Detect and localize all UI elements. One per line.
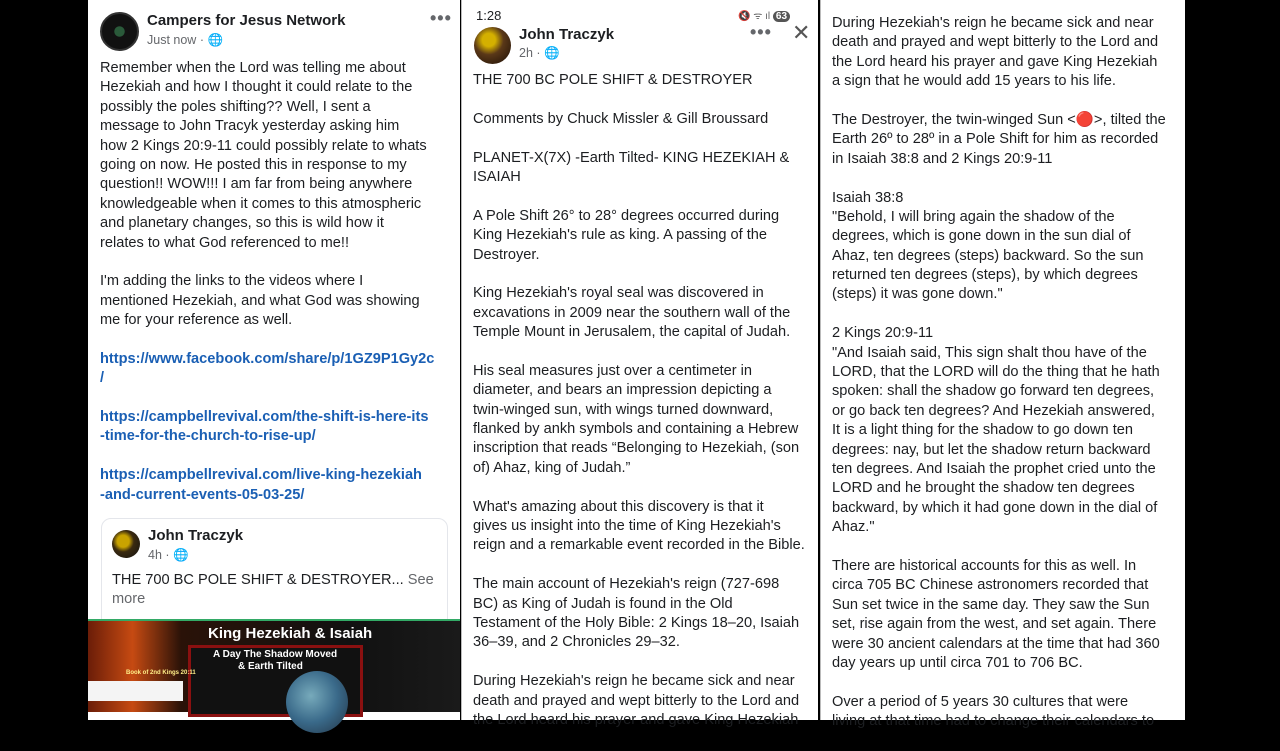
text-line: Ahaz." bbox=[832, 519, 875, 536]
text-line: relates to what God referenced to me!! bbox=[100, 234, 350, 251]
text-line: spoken: shall the shadow go forward ten degrees, bbox=[832, 383, 1155, 400]
text-line: possibly the poles shifting?? Well, I sent a bbox=[100, 98, 371, 115]
text-line: of) Ahaz, king of Judah.” bbox=[473, 459, 631, 476]
paragraph-gap bbox=[473, 478, 805, 497]
text-line: Remember when the Lord was telling me about bbox=[100, 60, 406, 76]
text-line: degrees, which is gone down in the sun dial of bbox=[832, 228, 1131, 245]
post-time-text: Just now bbox=[147, 33, 197, 47]
text-line: During Hezekiah's reign he became sick and near bbox=[832, 15, 1154, 31]
text-line: King Hezekiah's royal seal was discovered in bbox=[473, 285, 764, 302]
text-line: King Hezekiah's rule as king. A passing of the bbox=[473, 227, 768, 244]
see-more-link-cont[interactable]: more bbox=[112, 591, 146, 608]
post-link[interactable]: https://www.facebook.com/share/p/1GZ9P1Gy2c bbox=[100, 350, 435, 367]
text-line: Testament of the Holy Bible: 2 Kings 18–20, Isaiah bbox=[473, 614, 800, 631]
text-line: (steps) it was gone down." bbox=[832, 286, 1003, 303]
text-line: message to John Tracyk yesterday asking him bbox=[100, 118, 400, 135]
shared-time: 4h · 🌐 bbox=[148, 548, 189, 562]
facebook-post-panel bbox=[88, 0, 460, 720]
text-line: death and prayed and wept bitterly to the Lord and bbox=[832, 34, 1159, 51]
paragraph-gap bbox=[832, 169, 1166, 188]
text-line: excavations in 2009 near the southern wall of the bbox=[473, 304, 791, 321]
text-line: Hezekiah and how I thought it could relate to the bbox=[100, 79, 413, 96]
text-line: circa 705 BC Chinese astronomers recorded that bbox=[832, 577, 1149, 594]
shared-text bbox=[112, 571, 434, 610]
text-line: ISAIAH bbox=[473, 168, 521, 185]
post-body bbox=[473, 71, 805, 750]
text-line: death and prayed and wept bitterly to the Lord and bbox=[473, 692, 800, 709]
thumbnail-title: King Hezekiah & Isaiah bbox=[208, 625, 373, 642]
text-line: What's amazing about this discovery is that it bbox=[473, 498, 764, 515]
text-line: mentioned Hezekiah, and what God was showing bbox=[100, 292, 420, 309]
phone-screenshot-continued bbox=[820, 0, 1185, 730]
post-time-text: 2h bbox=[519, 46, 533, 60]
text-line: flanked by ankh symbols and containing a Hebrew bbox=[473, 421, 799, 438]
post-link[interactable]: / bbox=[100, 370, 105, 387]
text-line: Isaiah 38:8 bbox=[832, 189, 904, 206]
globe-icon: 🌐 bbox=[173, 548, 189, 562]
post-author[interactable]: John Traczyk bbox=[519, 26, 615, 43]
post-time: 2h · 🌐 bbox=[519, 46, 560, 60]
text-line: It is a light thing for the shadow to go down ten bbox=[832, 422, 1133, 439]
shared-time-text: 4h bbox=[148, 548, 162, 562]
paragraph-gap bbox=[473, 342, 805, 361]
paragraph-gap bbox=[473, 730, 805, 749]
paragraph-gap bbox=[100, 253, 450, 272]
text-line: a sign that he would add 15 years to his life. bbox=[832, 73, 1116, 90]
status-time: 1:28 bbox=[476, 8, 502, 23]
text-line: A Pole Shift 26° to 28° degrees occurred during bbox=[473, 207, 780, 224]
text-line: were 30 ancient calendars at the time that had 360 bbox=[832, 635, 1160, 652]
text-line: knowledgeable when it comes to this atmospheric bbox=[100, 195, 422, 212]
paragraph-gap bbox=[832, 731, 1166, 750]
text-line: There are historical accounts for this as well. In bbox=[832, 557, 1137, 574]
thumbnail-subtitle: A Day The Shadow Moved bbox=[213, 649, 338, 660]
globe-icon: 🌐 bbox=[544, 46, 560, 60]
text-line: LORD and he brought the shadow ten degrees bbox=[832, 480, 1135, 497]
post-link[interactable]: -time-for-the-church-to-rise-up/ bbox=[100, 428, 316, 445]
text-line: Sun set twice in the same day. They saw the Sun bbox=[832, 596, 1150, 613]
text-line: BC) as King of Judah is found in the Old bbox=[473, 595, 733, 612]
text-line: me for your reference as well. bbox=[100, 312, 293, 329]
thumbnail-caption: Book of 2nd Kings 20:11 bbox=[126, 670, 196, 676]
text-line: the Lord heard his prayer and gave King Hezekiah bbox=[832, 53, 1158, 70]
text-line: set, rise again from the west, and set again. There bbox=[832, 616, 1157, 633]
paragraph-gap bbox=[100, 330, 450, 349]
paragraph-gap bbox=[100, 447, 450, 466]
text-line: The Destroyer, the twin-winged Sun <🔴>, tilted the bbox=[832, 111, 1166, 128]
see-more-link[interactable]: See bbox=[403, 572, 434, 588]
status-icons: 🔇 ᯤ ıl 63 bbox=[738, 8, 790, 22]
page-avatar[interactable] bbox=[100, 12, 139, 51]
paragraph-gap bbox=[473, 265, 805, 284]
text-line: THE 700 BC POLE SHIFT & DESTROYER bbox=[473, 72, 753, 88]
text-line: living at that time had to change their calendars to bbox=[832, 713, 1155, 730]
video-thumbnail[interactable] bbox=[88, 619, 460, 712]
text-line: The main account of Hezekiah's reign (727-698 bbox=[473, 576, 780, 593]
post-body bbox=[832, 14, 1166, 751]
paragraph-gap bbox=[832, 538, 1166, 557]
paragraph-gap bbox=[473, 556, 805, 575]
paragraph-gap bbox=[832, 673, 1166, 692]
text-line: Temple Mount in Jerusalem, the capital of Judah. bbox=[473, 324, 791, 341]
text-line: Destroyer. bbox=[473, 246, 540, 263]
shared-text-line: THE 700 BC POLE SHIFT & DESTROYER... bbox=[112, 572, 404, 588]
text-line: diameter, and bears an impression depicting a bbox=[473, 382, 772, 399]
post-author[interactable]: Campers for Jesus Network bbox=[147, 12, 346, 29]
post-body bbox=[100, 59, 450, 524]
text-line: how 2 Kings 20:9-11 could possibly relate to whats bbox=[100, 137, 427, 154]
thumbnail-subtitle-2: & Earth Tilted bbox=[238, 661, 303, 672]
text-line: ten degrees. And Isaiah the prophet cried unto the bbox=[832, 460, 1156, 477]
shared-author[interactable]: John Traczyk bbox=[148, 527, 244, 544]
text-line: During Hezekiah's reign he became sick and near bbox=[473, 673, 795, 690]
globe-icon: 🌐 bbox=[207, 33, 224, 47]
text-line: inscription that reads “Belonging to Hezekiah, (son bbox=[473, 440, 800, 457]
thumbnail-table bbox=[88, 681, 183, 701]
close-icon[interactable]: ✕ bbox=[792, 20, 811, 45]
text-line: His seal measures just over a centimeter in bbox=[473, 362, 753, 379]
text-line: in Isaiah 38:8 and 2 Kings 20:9-11 bbox=[832, 150, 1053, 167]
text-line: PLANET-X(7X) -Earth Tilted- KING HEZEKIAH & bbox=[473, 149, 790, 166]
text-line: degrees: nay, but let the shadow return backward bbox=[832, 441, 1151, 458]
text-line: Earth 26º to 28º in a Pole Shift for him as recorded bbox=[832, 131, 1159, 148]
text-line: the Lord heard his prayer and gave King Hezekiah bbox=[473, 711, 799, 728]
more-options-icon[interactable]: ••• bbox=[430, 8, 452, 28]
paragraph-gap bbox=[100, 389, 450, 408]
text-line: day years up until circa 701 to 706 BC. bbox=[832, 654, 1083, 671]
text-line: "Behold, I will bring again the shadow of the bbox=[832, 208, 1115, 225]
post-link[interactable]: -and-current-events-05-03-25/ bbox=[100, 486, 305, 503]
text-line: 36–39, and 2 Chronicles 29–32. bbox=[473, 634, 680, 651]
shared-author-avatar bbox=[112, 530, 140, 558]
text-line: LORD, that the LORD will do the thing that he hath bbox=[832, 364, 1160, 381]
text-line: 2 Kings 20:9-11 bbox=[832, 325, 934, 342]
text-line: question!! WOW!!! I am far from being anywhere bbox=[100, 176, 413, 193]
text-line: going on now. He posted this in response to my bbox=[100, 156, 407, 173]
post-link[interactable]: https://campbellrevival.com/live-king-hezekiah bbox=[100, 467, 422, 484]
shared-post-card[interactable] bbox=[101, 518, 448, 628]
paragraph-gap bbox=[473, 187, 805, 206]
text-line: or go back ten degrees? And Hezekiah answered, bbox=[832, 402, 1155, 419]
paragraph-gap bbox=[832, 305, 1166, 324]
phone-screenshot-post bbox=[461, 0, 818, 728]
text-line: backward, by which it had gone down in the dial of bbox=[832, 499, 1158, 516]
text-line: Comments by Chuck Missler & Gill Broussard bbox=[473, 110, 769, 127]
post-link[interactable]: https://campbellrevival.com/the-shift-is-here-its bbox=[100, 409, 429, 426]
text-line: Over a period of 5 years 30 cultures that were bbox=[832, 693, 1129, 710]
paragraph-gap bbox=[473, 653, 805, 672]
text-line: and planetary changes, so this is wild how it bbox=[100, 215, 384, 232]
paragraph-gap bbox=[473, 129, 805, 148]
text-line: returned ten degrees (steps), by which degrees bbox=[832, 267, 1138, 284]
author-avatar[interactable] bbox=[474, 27, 511, 64]
text-line: Ahaz, ten degrees (steps) backward. So the sun bbox=[832, 247, 1144, 264]
paragraph-gap bbox=[832, 92, 1166, 111]
post-time: Just now · 🌐 bbox=[147, 33, 224, 47]
earth-globe-image bbox=[286, 671, 348, 733]
text-line: twin-winged sun, with wings turned downward, bbox=[473, 401, 774, 418]
paragraph-gap bbox=[473, 90, 805, 109]
text-line: gives us insight into the time of King Hezekiah's bbox=[473, 517, 781, 534]
text-line: reign and a remarkable event recorded in the Bible. bbox=[473, 537, 805, 554]
more-options-icon[interactable]: ••• bbox=[750, 22, 772, 42]
text-line: I'm adding the links to the videos where I bbox=[100, 273, 364, 290]
text-line: "And Isaiah said, This sign shalt thou have of the bbox=[832, 344, 1147, 361]
battery-indicator: 63 bbox=[773, 11, 790, 22]
